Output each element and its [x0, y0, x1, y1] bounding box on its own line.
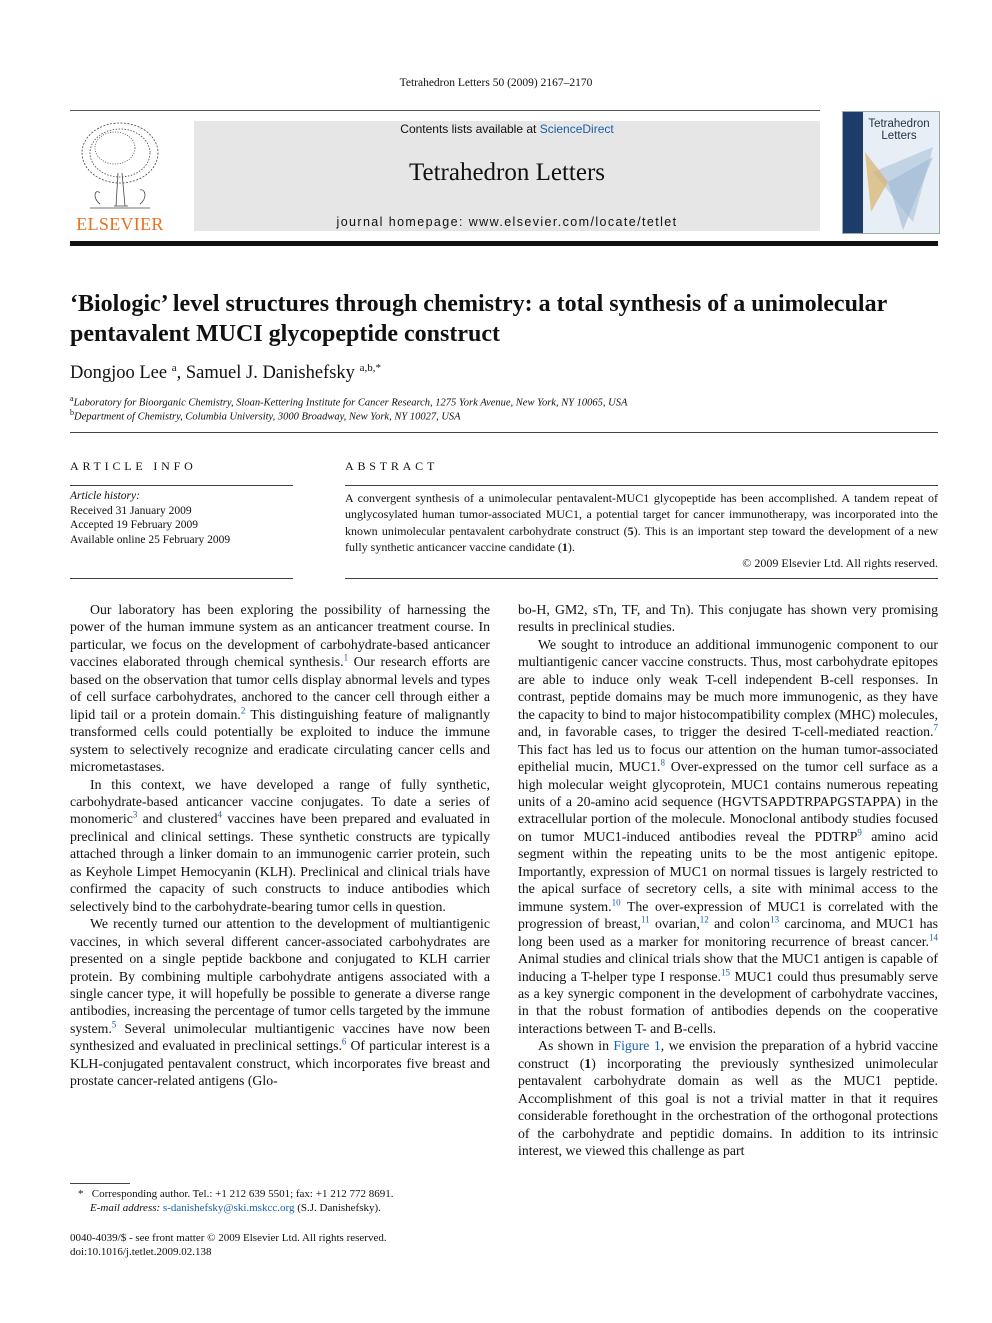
figure-link[interactable]: Figure 1	[613, 1038, 661, 1054]
body-column-right	[518, 601, 938, 1160]
text-run: The over-expression of MUC1 is correlated with the progression of breast,	[518, 898, 938, 932]
contents-line	[194, 122, 820, 136]
text-run: Our laboratory has been exploring the possibility of harnessing the power of the human immune system as an anticancer treatment course. In particular, we focus on the development of carbohydrate-based anticancer vaccines elaborated through chemical synthesis.	[70, 602, 490, 670]
reference-link[interactable]: 8	[660, 757, 665, 768]
reference-link[interactable]: 15	[721, 966, 730, 977]
text-run: Of particular interest is a KLH-conjugated pentavalent construct, which incorporates five breast and prostate cancer-related antigens (Glo-	[70, 1038, 490, 1089]
contents-prefix: Contents lists available at	[400, 122, 540, 136]
affiliation-text: Laboratory for Bioorganic Chemistry, Sloan-Kettering Institute for Cancer Research, 1275 York Avenue, New York, NY 10065, USA	[73, 397, 628, 409]
reference-link[interactable]: 13	[770, 914, 780, 925]
text-run: Animal studies and clinical trials show that the MUC1 antigen is capable of inducing a T-helper type I response.	[518, 951, 938, 984]
author-affil-mark: a	[171, 362, 177, 374]
reference-link[interactable]: 3	[132, 809, 138, 820]
abstract-text: A convergent synthesis of a unimolecular pentavalent-MUC1 glycopeptide has been accomplished. A tandem repeat of unglycosylated human tumor-associated MUC1, a potential target for cancer immunotherapy, was incorporated into the known unimolecular pentavalent carbohydrate construct (5). This is an important step toward the development of a new fully synthetic anticancer vaccine candidate (1).	[345, 491, 938, 554]
text-run: , we envision the preparation of a hybrid vaccine construct (	[518, 1038, 938, 1071]
text-run: and colon	[708, 916, 771, 932]
history-label: Article history:	[70, 490, 140, 502]
header-rule	[70, 110, 820, 111]
info-bottom-rule	[70, 578, 293, 579]
info-rule	[70, 485, 293, 486]
text-run: Our research efforts are based on the observation that tumor cells display abnormal levels and types of cell surface carbohydrates, anchored to the cancer cell through either a lipid tail or a protein domain.	[70, 654, 490, 722]
cover-art-icon	[843, 112, 939, 233]
paragraph: bo-H, GM2, sTn, TF, and Tn). This conjugate has shown very promising results in preclinical studies.	[518, 602, 938, 635]
journal-citation: Tetrahedron Letters 50 (2009) 2167–2170	[399, 77, 593, 89]
compound-number: 1	[584, 1055, 592, 1071]
reference-link[interactable]: 2	[240, 705, 246, 716]
body-column-left	[70, 601, 490, 1090]
text-run: Over-expressed on the tumor cell surface as a high molecular weight glycoprotein, MUC1 contains numerous repeating units of a 20-amino acid sequence (HGVTSAPDTRPAPGSTAPPA) in the extracellular portion of the molecule. Monoclonal antibody studies focused on tumor MUC1-induced antibodies reveal the PDTRP	[518, 759, 939, 844]
text-run: We recently turned our attention to the development of multiantigenic vaccines, in which several different cancer-associated carbohydrates are presented on a single peptide backbone and conjugated to KLH carrier protein. By combining multiple carbohydrate antigens associated with a single cancer type, it will hopefully be possible to generate a diverse range antibodies, increasing the percentage of tumor cells targeted by the immune system.	[70, 916, 490, 1036]
corresponding-author-note	[78, 1187, 393, 1201]
affiliation-a	[70, 394, 627, 409]
paragraph	[70, 601, 490, 776]
footnote-mark: *	[78, 1188, 84, 1200]
journal-name: Tetrahedron Letters	[408, 159, 606, 186]
abstract-rule	[345, 485, 938, 486]
reference-link[interactable]: 11	[640, 914, 650, 925]
tree-icon	[70, 118, 170, 213]
affiliation-b	[70, 408, 461, 423]
reference-link[interactable]: 1	[343, 652, 349, 663]
cover-title: Tetrahedron Letters	[868, 118, 930, 142]
accepted-date: Accepted 19 February 2009	[70, 519, 199, 531]
footnote-text: Corresponding author. Tel.: +1 212 639 5501; fax: +1 212 772 8691.	[91, 1188, 394, 1200]
doi-line[interactable]: doi:10.1016/j.tetlet.2009.02.138	[70, 1246, 212, 1258]
text-run: carcinoma, and MUC1 has long been used as a marker for monitoring recurrence of breast cancer.	[518, 916, 938, 949]
issn-line: 0040-4039/$ - see front matter © 2009 Elsevier Ltd. All rights reserved.	[70, 1232, 387, 1244]
article-history	[70, 489, 230, 547]
article-info-heading: ARTICLE INFO	[70, 459, 197, 473]
reference-link[interactable]: 5	[111, 1019, 117, 1030]
email-suffix: (S.J. Danishefsky).	[294, 1202, 381, 1214]
affiliation-mark: b	[70, 408, 74, 417]
text-run: ovarian,	[649, 916, 700, 932]
sciencedirect-link[interactable]: ScienceDirect	[539, 122, 614, 136]
author-list: Dongjoo Lee $^a$, Samuel J. Danishefsky $^{a,b,*}$	[70, 362, 381, 384]
text-run: amino acid segment within the repeating units to be the most antigenic epitope. Importantly, expression of MUC1 on normal tissues is largely restricted to the apical surface of secretory cells, a site with minimal access to the immune system.	[518, 828, 938, 914]
text-run: vaccines have been prepared and evaluated in preclinical and clinical settings. These synthetic constructs are typically attached through a linker domain to an immunogenic carrier protein, such as Keyhole Limpet Hemocyanin (KLH). Preclinical and clinical trials have confirmed the capacity of such constructs to induce antibodies which selectively bind to the carbohydrate-bearing tumor cells in question.	[70, 811, 490, 914]
reference-link[interactable]: 4	[217, 809, 223, 820]
reference-link[interactable]: 14	[929, 932, 938, 943]
text-run: and clustered	[137, 811, 218, 827]
author-affil-mark: a,b,*	[359, 362, 381, 374]
text-run: As shown in	[538, 1038, 614, 1054]
paragraph	[70, 776, 490, 916]
author-name[interactable]: Samuel J. Danishefsky	[185, 363, 355, 384]
paragraph	[518, 636, 938, 1037]
elsevier-logo[interactable]	[70, 118, 170, 233]
email-link[interactable]: s-danishefsky@ski.mskcc.org	[162, 1202, 295, 1214]
elsevier-wordmark: ELSEVIER	[76, 214, 164, 234]
affiliation-rule	[70, 432, 938, 433]
journal-homepage[interactable]: journal homepage: www.elsevier.com/locate/tetlet	[336, 215, 678, 229]
abstract-bottom-rule	[345, 578, 938, 579]
text-run: In this context, we have developed a range of fully synthetic, carbohydrate-based anticancer vaccine conjugates. To date a series of monomeric	[70, 776, 490, 827]
text-run: This fact has led us to focus our attention on the human tumor-associated epithelial mucin, MUC1.	[518, 741, 938, 775]
abstract-copyright: © 2009 Elsevier Ltd. All rights reserved.	[742, 556, 938, 571]
abstract-body	[345, 490, 938, 571]
reference-link[interactable]: 12	[699, 914, 709, 925]
email-note	[90, 1201, 381, 1215]
footnote-rule	[70, 1183, 130, 1184]
paragraph	[518, 1037, 938, 1159]
paragraph	[70, 915, 490, 1090]
journal-cover[interactable]	[842, 111, 940, 234]
reference-link[interactable]: 10	[611, 897, 621, 908]
author-name[interactable]: Dongjoo Lee	[70, 363, 168, 384]
affiliation-mark: a	[70, 394, 74, 403]
article-title: ‘Biologic’ level structures through chemistry: a total synthesis of a unimolecular pentavalent MUCI glycopeptide construct	[70, 291, 887, 347]
affiliation-text: Department of Chemistry, Columbia University, 3000 Broadway, New York, NY 10027, USA	[74, 411, 461, 423]
header-thick-rule	[70, 241, 938, 246]
reference-link[interactable]: 6	[341, 1036, 347, 1047]
abstract-heading: ABSTRACT	[345, 459, 439, 473]
online-date: Available online 25 February 2009	[70, 533, 231, 546]
text-run: Several unimolecular multiantigenic vaccines have now been synthesized and evaluated in preclinical settings.	[70, 1020, 490, 1054]
received-date: Received 31 January 2009	[70, 504, 192, 517]
email-label: E-mail address:	[90, 1202, 161, 1214]
journal-banner	[194, 121, 820, 231]
reference-link[interactable]: 9	[857, 827, 862, 838]
text-run: We sought to introduce an additional immunogenic component to our multiantigenic cancer vaccine constructs. Thus, most carbohydrate epitopes are able to induce only weak T-cell independent B-cell responses. In contrast, peptide domains may be much more immunogenic, as they have the capacity to bind to major histocompatibility complex (MHC) molecules, and, in favorable cases, to trigger the desired T-cell-mediated reaction.	[518, 636, 938, 740]
text-run: ) incorporating the previously synthesized unimolecular pentavalent carbohydrate domain as well as the MUC1 peptide. Accomplishment of this goal is not a trivial matter in that it requires considerable forethought in the orchestration of the orthogonal protections of the carbohydrate and peptidic domains. In addition to its intrinsic interest, we viewed this challenge as part	[518, 1055, 938, 1159]
text-run: This distinguishing feature of malignantly transformed cells could potentially be exploited to induce the immune system to selectively recognize and eradicate circulating cancer cells and micrometastases.	[70, 706, 490, 775]
reference-link[interactable]: 7	[933, 722, 938, 733]
text-run: MUC1 could thus presumably serve as a key synergic component in the development of carbohydrate vaccines, in that the robust formation of antibodies depends on the cooperative interactions between T- and B-cells.	[518, 968, 938, 1036]
